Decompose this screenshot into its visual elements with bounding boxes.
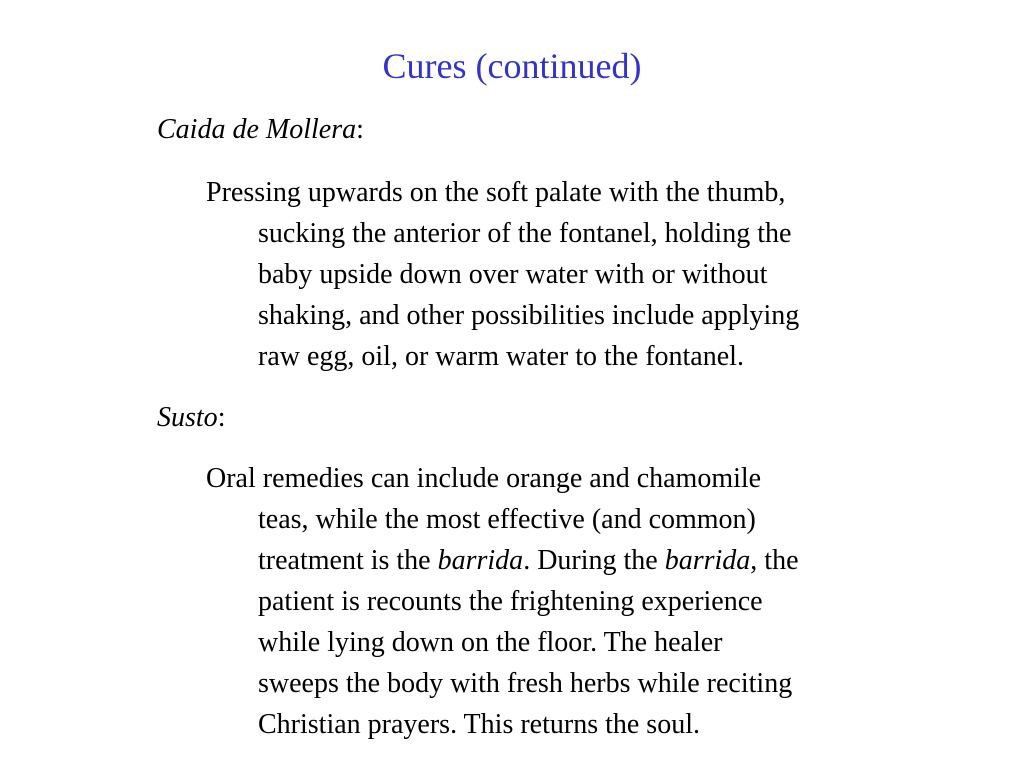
text-line: sweeps the body with fresh herbs while reciting [258, 668, 793, 699]
section-body-susto [206, 458, 946, 745]
text-line [206, 540, 946, 581]
text-line: raw egg, oil, or warm water to the fontanel. [258, 341, 744, 372]
text-line: Christian prayers. This returns the soul. [258, 709, 700, 740]
text-run: , the [750, 545, 799, 576]
text-line: shaking, and other possibilities include applying [258, 300, 800, 331]
section-heading-caida-de-mollera [157, 110, 364, 150]
text-run: treatment is the [258, 545, 438, 576]
section-body-caida-de-mollera [206, 172, 946, 377]
text-line: while lying down on the floor. The healer [258, 627, 723, 658]
slide-title: Cures (continued) [382, 46, 642, 86]
italic-term-barrida: barrida [664, 545, 751, 576]
text-run: . During the [523, 545, 665, 576]
section-heading-colon: : [356, 114, 364, 145]
text-line: teas, while the most effective (and common) [258, 504, 756, 535]
section-heading-term: Caida de Mollera [157, 114, 357, 145]
italic-term-barrida: barrida [437, 545, 524, 576]
text-line: baby upside down over water with or without [258, 259, 768, 290]
text-line: patient is recounts the frightening experience [258, 586, 763, 617]
section-heading-term: Susto [157, 402, 218, 433]
section-heading-colon: : [217, 402, 226, 433]
text-line: sucking the anterior of the fontanel, holding the [258, 218, 792, 249]
section-heading-susto [157, 398, 225, 438]
text-line: Pressing upwards on the soft palate with the thumb, [206, 177, 786, 208]
text-line: Oral remedies can include orange and chamomile [206, 463, 762, 494]
